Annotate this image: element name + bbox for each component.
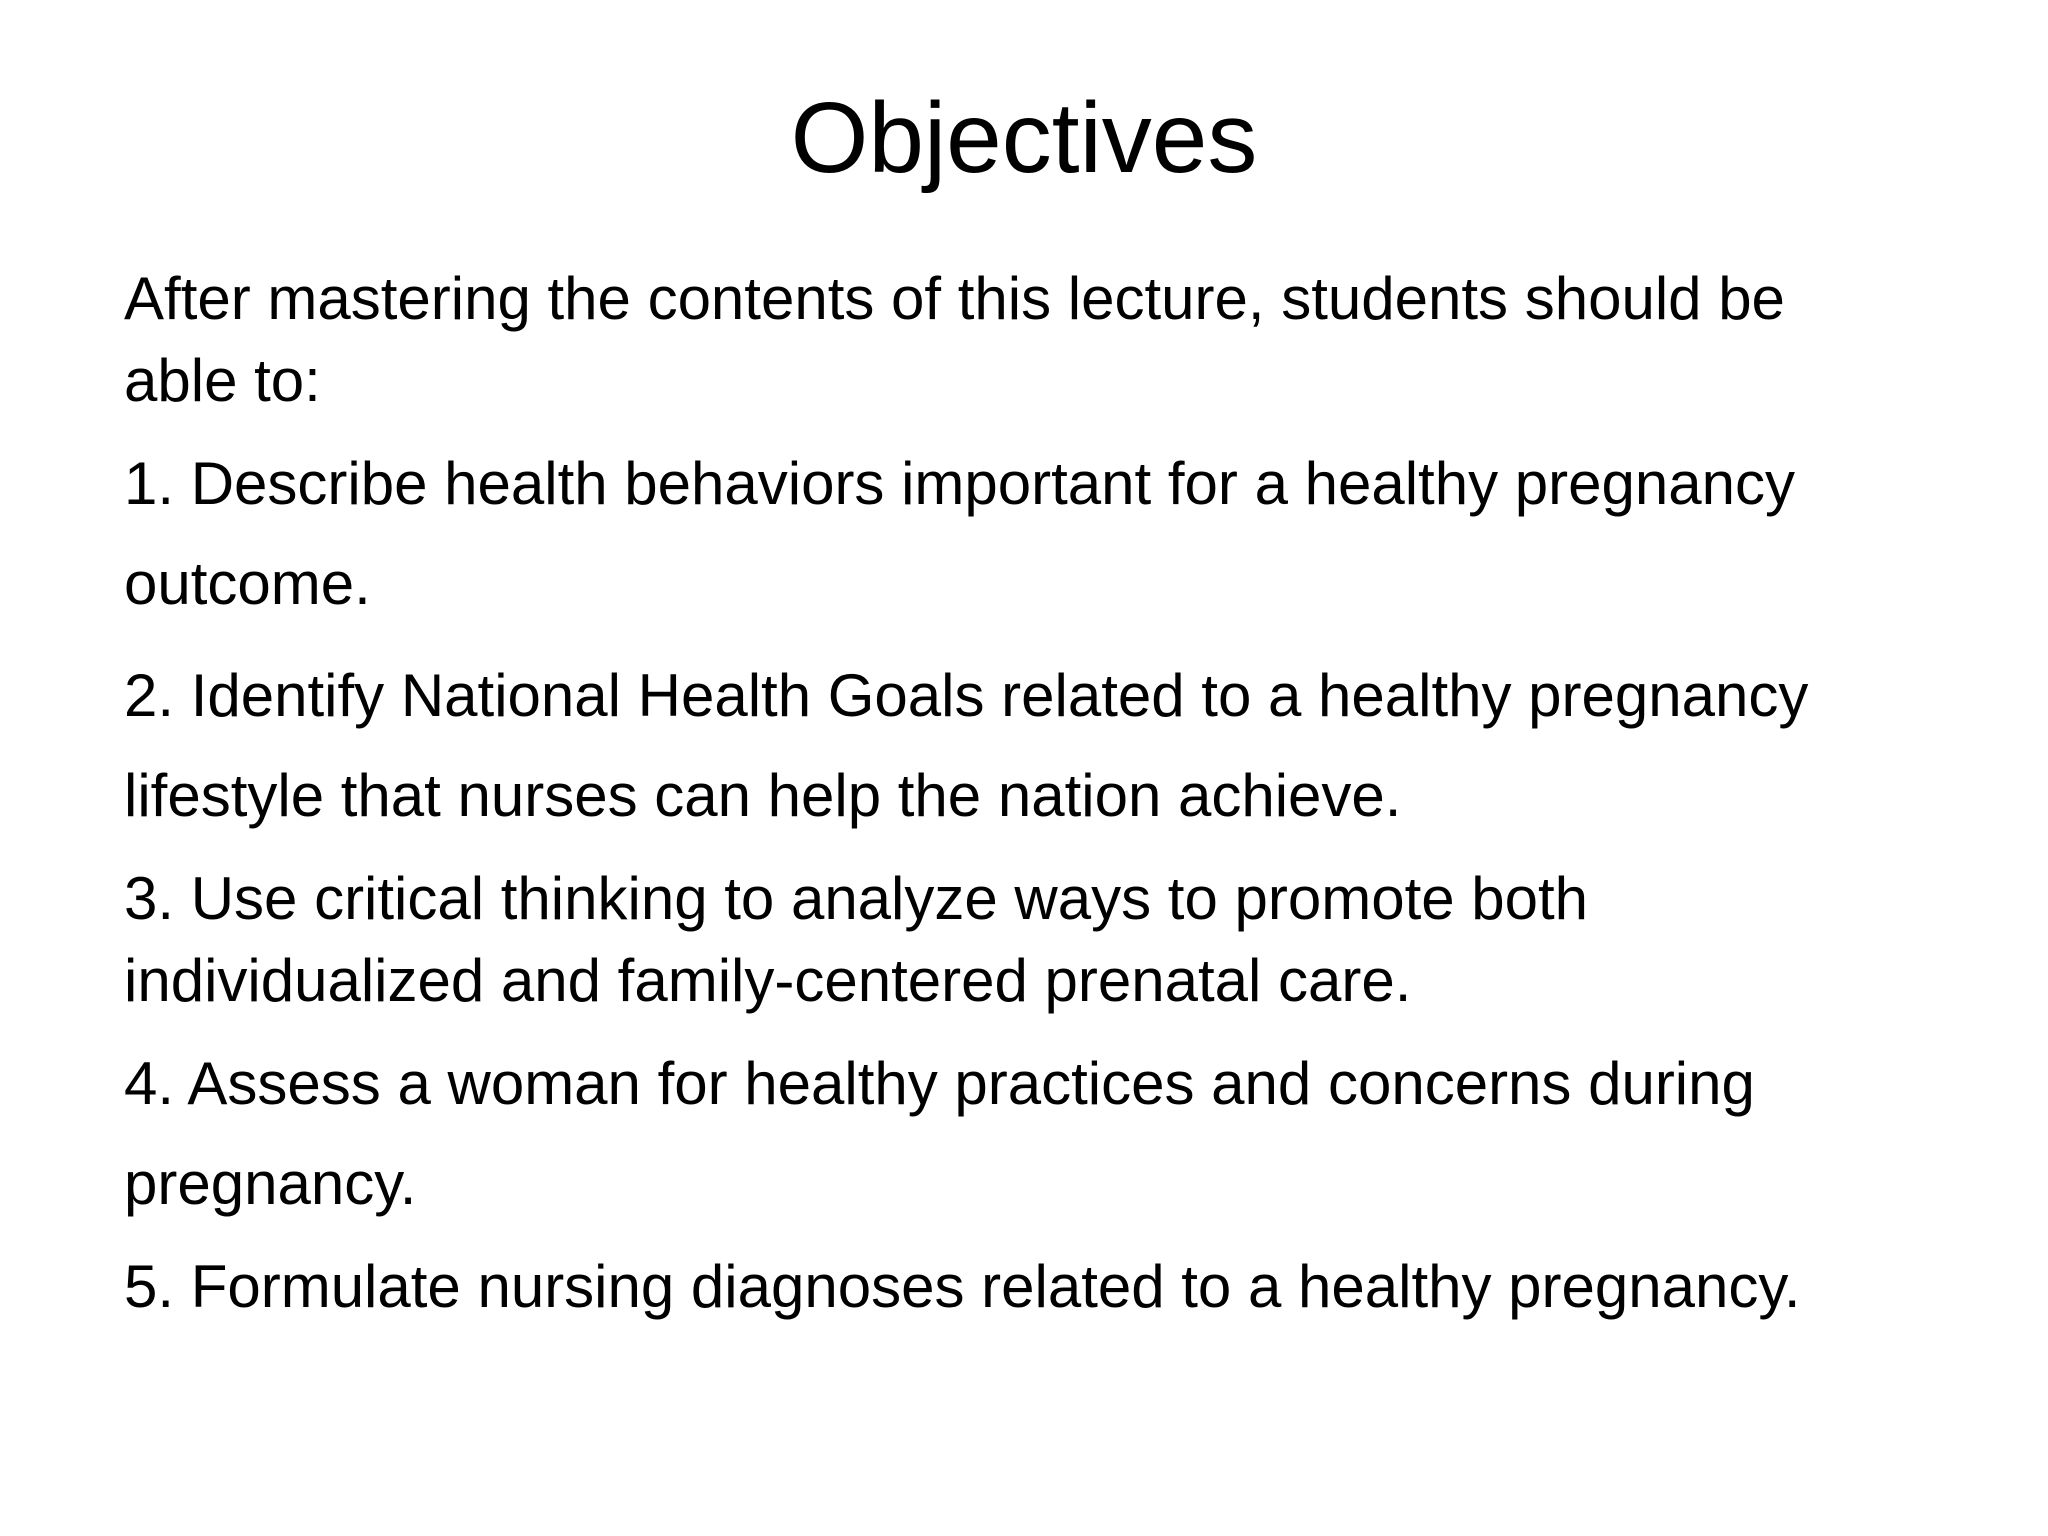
objective-item-4 (124, 1034, 1924, 1234)
objective-line: 4. Assess a woman for healthy practices and concerns during (124, 1050, 1755, 1117)
objective-item-5 (124, 1246, 1924, 1328)
objective-line: 5. Formulate nursing diagnoses related to a healthy pregnancy. (124, 1253, 1801, 1320)
slide-title: Objectives (790, 82, 1258, 194)
intro-line: able to: (124, 347, 321, 414)
objective-line: individualized and family-centered prenatal care. (124, 947, 1412, 1014)
objective-line: 3. Use critical thinking to analyze ways to promote both (124, 865, 1589, 932)
objective-line: 1. Describe health behaviors important for a healthy pregnancy (124, 450, 1795, 517)
objective-item-3 (124, 858, 1924, 1022)
intro-paragraph (124, 258, 1924, 422)
objective-line: 2. Identify National Health Goals related to a healthy pregnancy (124, 662, 1809, 729)
objective-line: lifestyle that nurses can help the nation achieve. (124, 762, 1402, 829)
objective-line: pregnancy. (124, 1150, 417, 1217)
slide-body (124, 258, 1924, 1340)
intro-line: After mastering the contents of this lecture, students should be (124, 265, 1785, 332)
objective-item-1 (124, 434, 1924, 634)
objective-item-2 (124, 646, 1924, 846)
objective-line: outcome. (124, 550, 371, 617)
